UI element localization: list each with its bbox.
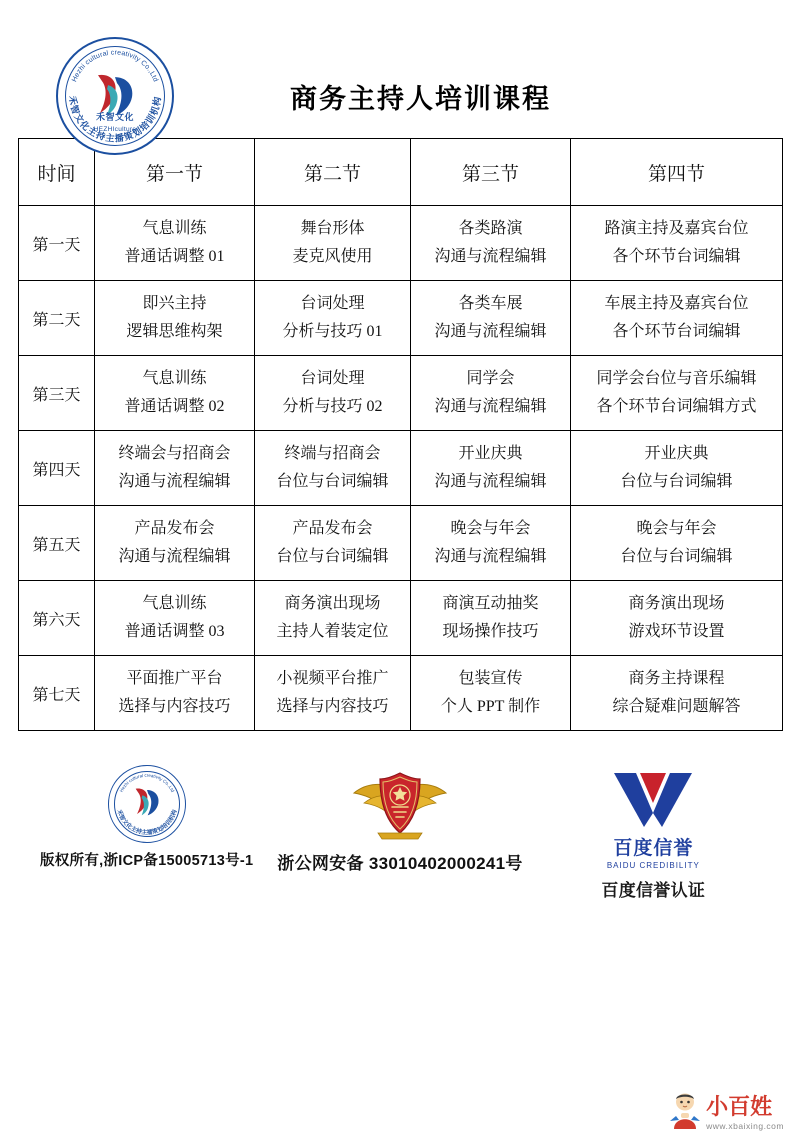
cell-line-1: 商演互动抽奖 [442,595,539,612]
table-cell [411,656,571,731]
company-logo-small [108,765,186,843]
cell-line-2: 沟通与流程编辑 [434,473,547,490]
cell-line-2: 台位与台词编辑 [620,548,733,565]
cell-line-1: 小视频平台推广 [276,670,389,687]
table-header-cell: 第二节 [255,139,411,206]
table-cell [571,431,783,506]
baidu-sub-text: BAIDU CREDIBILITY [606,861,700,870]
table-row [19,656,783,731]
cell-line-2: 沟通与流程编辑 [118,548,231,565]
cell-line-2: 沟通与流程编辑 [434,248,547,265]
cell-line-1: 气息训练 [142,595,207,612]
watermark-text [706,1096,784,1131]
watermark-title: 小百姓 [706,1094,773,1119]
cell-line-1: 开业庆典 [458,445,523,462]
cell-line-2: 台位与台词编辑 [276,473,389,490]
table-cell [255,506,411,581]
cell-line-2: 各个环节台词编辑 [612,248,741,265]
cell-line-2: 选择与内容技巧 [118,698,231,715]
table-row [19,581,783,656]
table-cell [95,281,255,356]
table-cell [255,431,411,506]
icp-badge[interactable] [20,765,273,870]
police-emblem-icon [348,765,452,843]
page-title: 商务主持人培训课程 [290,83,551,114]
table-row [19,206,783,281]
table-row [19,506,783,581]
cell-line-2: 各个环节台词编辑方式 [596,398,757,415]
watermark-url: www.xbaixing.com [706,1121,784,1131]
cell-line-1: 终端会与招商会 [118,445,231,462]
cell-line-2: 普通话调整 02 [124,398,225,415]
cell-line-2: 普通话调整 03 [124,623,225,640]
cell-line-1: 平面推广平台 [126,670,223,687]
cell-line-1: 车展主持及嘉宾台位 [604,295,749,312]
table-cell [95,656,255,731]
table-day-cell: 第三天 [19,356,95,431]
cell-line-1: 气息训练 [142,370,207,387]
baidu-credibility-badge[interactable] [527,765,780,901]
logo-arc-cn-text: 禾智文化主持主播策划培训机构 [67,95,163,144]
table-cell [95,431,255,506]
logo-arc-cn-text: 禾智文化主持主播策划培训机构 [115,809,179,837]
table-cell [411,431,571,506]
table-cell [255,356,411,431]
cell-line-2: 麦克风使用 [292,248,373,265]
schedule-table [18,138,783,731]
cell-line-1: 产品发布会 [134,520,215,537]
cell-line-1: 晚会与年会 [450,520,531,537]
logo-name-cn: 禾智文化 [95,112,134,122]
cell-line-1: 路演主持及嘉宾台位 [604,220,749,237]
cell-line-1: 产品发布会 [292,520,373,537]
table-cell [95,206,255,281]
table-cell [411,356,571,431]
cell-line-2: 现场操作技巧 [442,623,539,640]
table-cell [255,656,411,731]
table-cell [95,356,255,431]
table-header-cell: 第一节 [95,139,255,206]
cell-line-2: 台位与台词编辑 [276,548,389,565]
table-day-cell: 第一天 [19,206,95,281]
icp-caption: 版权所有,浙ICP备15005713号-1 [39,853,254,869]
table-cell [411,581,571,656]
company-logo-container [0,37,230,155]
logo-arc-en-text: Hezhi cultural creativity Co.,Ltd [71,49,159,84]
table-day-cell: 第二天 [19,281,95,356]
cell-line-1: 各类路演 [458,220,523,237]
baidu-main-text: 百度信誉 [613,838,694,859]
cell-line-1: 同学会 [466,370,515,387]
table-row [19,431,783,506]
table-cell [411,281,571,356]
table-header-cell: 时间 [19,139,95,206]
table-cell [95,581,255,656]
police-record-caption: 浙公网安备 33010402000241号 [277,854,523,873]
cell-line-2: 综合疑难问题解答 [612,698,741,715]
table-header-cell: 第三节 [411,139,571,206]
table-cell [255,581,411,656]
table-cell [411,506,571,581]
table-row [19,356,783,431]
table-cell [571,356,783,431]
table-cell [571,581,783,656]
baidu-caption: 百度信誉认证 [601,881,706,900]
cell-line-2: 分析与技巧 01 [282,323,383,340]
cell-line-1: 舞台形体 [300,220,365,237]
table-cell [255,281,411,356]
cell-line-2: 台位与台词编辑 [620,473,733,490]
cell-line-1: 终端与招商会 [284,445,381,462]
logo-name-en: HEZHIculture [93,126,137,133]
table-cell [571,281,783,356]
wave-monogram-icon [129,786,165,817]
table-cell [571,206,783,281]
police-record-badge[interactable] [273,765,526,874]
document-header [0,0,800,144]
footer-badges [0,765,800,901]
cell-line-2: 各个环节台词编辑 [612,323,741,340]
cell-line-2: 沟通与流程编辑 [434,323,547,340]
cell-line-2: 选择与内容技巧 [276,698,389,715]
table-cell [571,656,783,731]
table-cell [411,206,571,281]
table-cell [255,206,411,281]
table-row [19,281,783,356]
cell-line-1: 商务主持课程 [628,670,725,687]
table-header-cell: 第四节 [571,139,783,206]
cell-line-2: 逻辑思维构架 [126,323,223,340]
cell-line-1: 晚会与年会 [636,520,717,537]
baidu-v-logo-icon [610,769,696,831]
cell-line-2: 普通话调整 01 [124,248,225,265]
mascot-icon [668,1091,702,1131]
cell-line-2: 主持人着装定位 [276,623,389,640]
cell-line-2: 沟通与流程编辑 [434,398,547,415]
cell-line-1: 商务演出现场 [628,595,725,612]
table-cell [571,506,783,581]
cell-line-2: 沟通与流程编辑 [434,548,547,565]
cell-line-2: 分析与技巧 02 [282,398,383,415]
company-logo [56,37,174,155]
cell-line-1: 包装宣传 [458,670,523,687]
cell-line-1: 台词处理 [300,370,365,387]
cell-line-1: 同学会台位与音乐编辑 [596,370,757,387]
cell-line-1: 各类车展 [458,295,523,312]
watermark [668,1091,784,1131]
schedule-table-container [18,138,782,731]
cell-line-1: 商务演出现场 [284,595,381,612]
logo-arc-en-text: Hezhi cultural creativity Co.,Ltd [118,772,175,793]
table-day-cell: 第四天 [19,431,95,506]
cell-line-1: 气息训练 [142,220,207,237]
cell-line-2: 个人 PPT 制作 [440,698,541,715]
cell-line-2: 沟通与流程编辑 [118,473,231,490]
cell-line-2: 游戏环节设置 [628,623,725,640]
table-day-cell: 第五天 [19,506,95,581]
cell-line-1: 开业庆典 [644,445,709,462]
table-cell [95,506,255,581]
cell-line-1: 即兴主持 [142,295,207,312]
cell-line-1: 台词处理 [300,295,365,312]
table-day-cell: 第七天 [19,656,95,731]
table-day-cell: 第六天 [19,581,95,656]
